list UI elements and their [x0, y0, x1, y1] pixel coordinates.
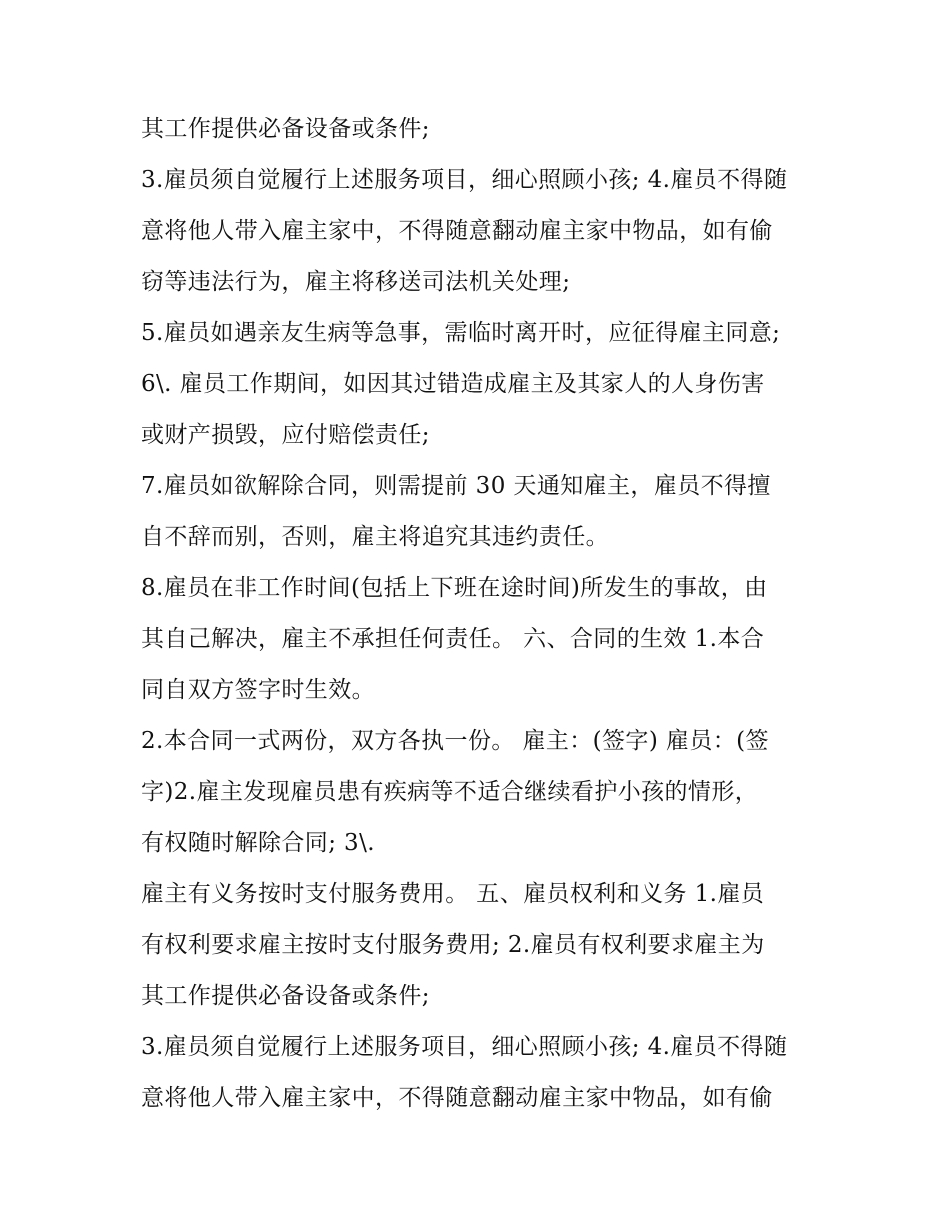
text-line: 意将他人带入雇主家中，不得随意翻动雇主家中物品，如有偷 [141, 218, 773, 244]
text-line: 窃等违法行为，雇主将移送司法机关处理; [141, 269, 571, 295]
text-line: 自不辞而别，否则，雇主将追究其违约责任。 [141, 524, 609, 550]
text-line: 意将他人带入雇主家中，不得随意翻动雇主家中物品，如有偷 [141, 1085, 773, 1111]
text-line: 7.雇员如欲解除合同，则需提前 30 天通知雇主，雇员不得擅 [141, 473, 771, 499]
text-line: 6\. 雇员工作期间，如因其过错造成雇主及其家人的人身伤害 [141, 371, 765, 397]
text-line: 8.雇员在非工作时间(包括上下班在途时间)所发生的事故，由 [141, 575, 768, 601]
text-line: 或财产损毁，应付赔偿责任; [141, 422, 430, 448]
text-line: 3.雇员须自觉履行上述服务项目，细心照顾小孩; 4.雇员不得随 [141, 1034, 788, 1060]
text-line: 其工作提供必备设备或条件; [141, 983, 430, 1009]
text-line: 3.雇员须自觉履行上述服务项目，细心照顾小孩; 4.雇员不得随 [141, 167, 788, 193]
text-line: 字)2.雇主发现雇员患有疾病等不适合继续看护小孩的情形， [141, 779, 759, 805]
document-body [141, 104, 831, 1124]
text-line: 5.雇员如遇亲友生病等急事，需临时离开时，应征得雇主同意; [141, 320, 781, 346]
text-line: 同自双方签字时生效。 [141, 677, 375, 703]
text-line: 其自己解决，雇主不承担任何责任。 六、合同的生效 1.本合 [141, 626, 765, 652]
text-line: 2.本合同一式两份，双方各执一份。 雇主：(签字) 雇员：(签 [141, 728, 769, 754]
text-line: 有权随时解除合同; 3\. [141, 830, 375, 856]
text-line: 雇主有义务按时支付服务费用。 五、雇员权利和义务 1.雇员 [141, 881, 765, 907]
text-line: 其工作提供必备设备或条件; [141, 116, 430, 142]
text-line: 有权利要求雇主按时支付服务费用; 2.雇员有权利要求雇主为 [141, 932, 765, 958]
